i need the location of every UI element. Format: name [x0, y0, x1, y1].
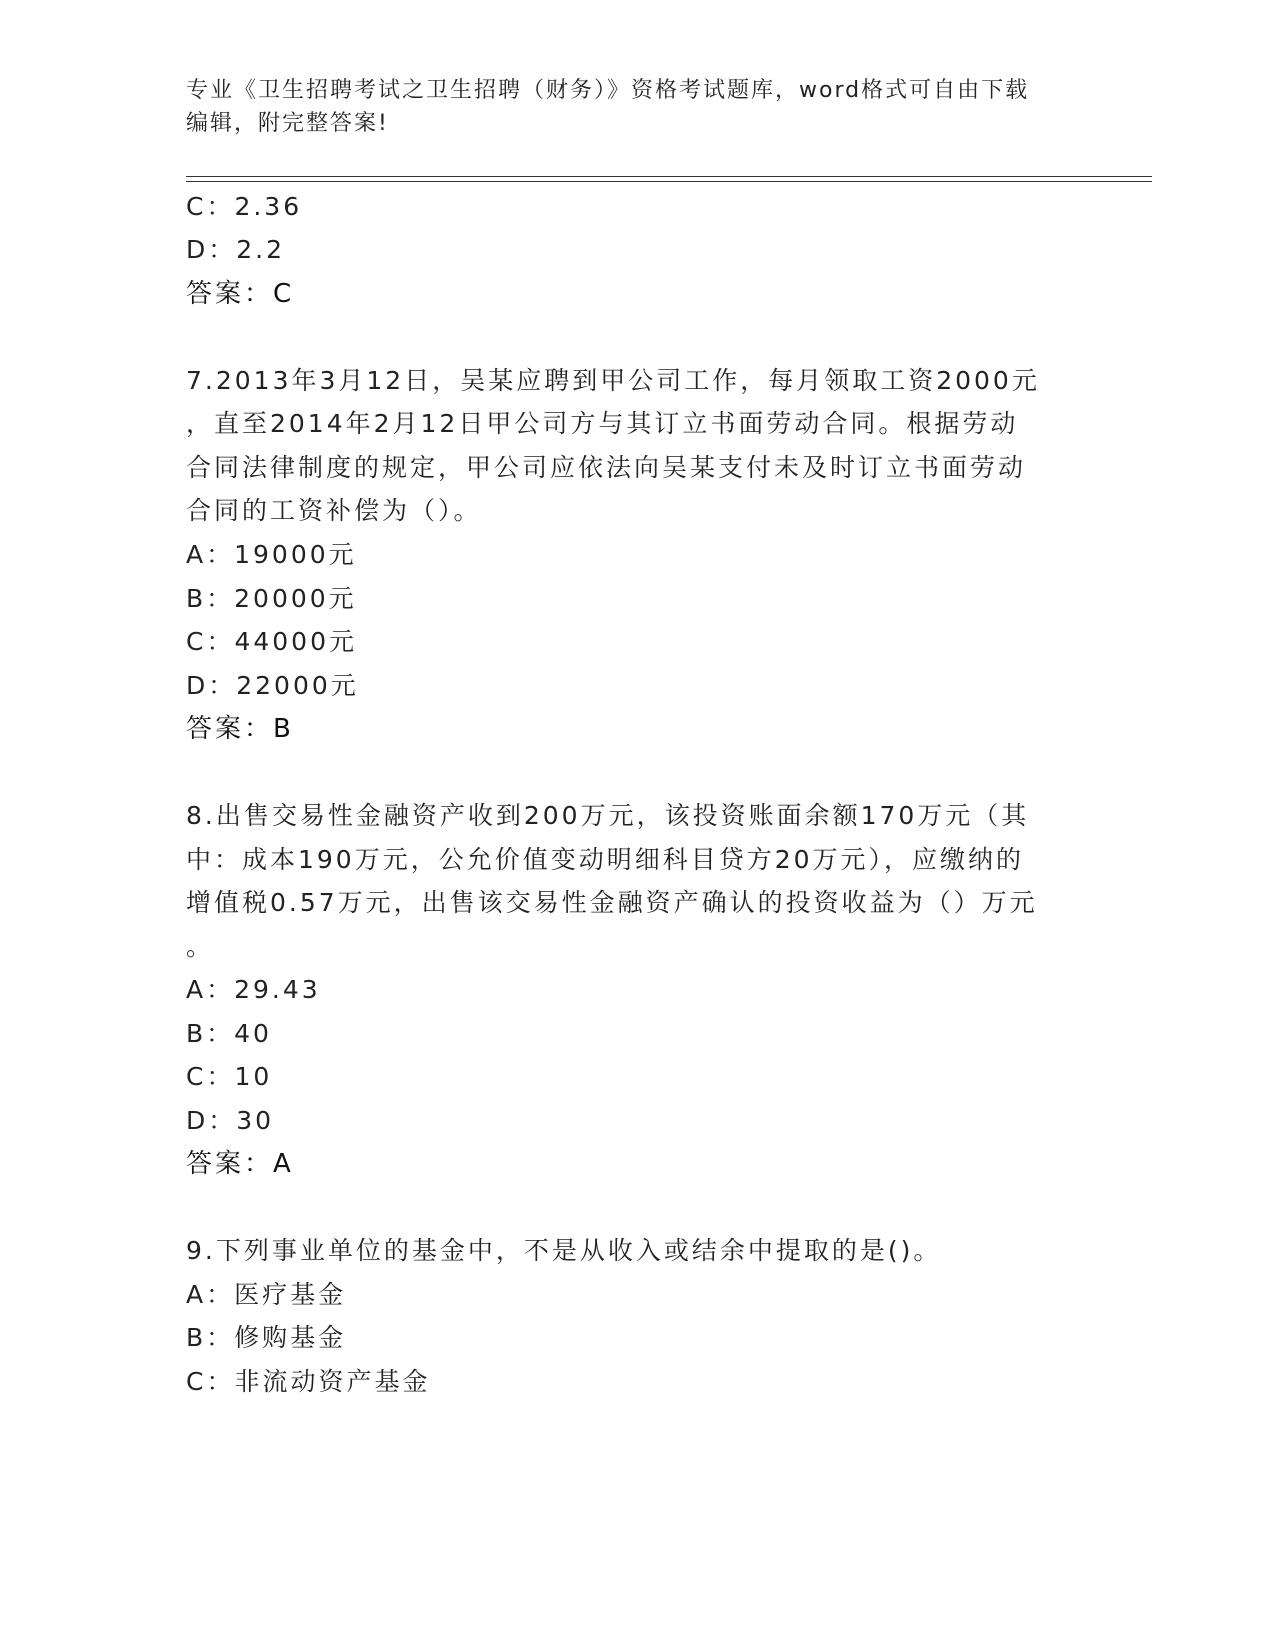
answer-value: A	[273, 1149, 294, 1179]
q8-option-c: C：10	[186, 1062, 273, 1091]
q8-option-a: A：29.43	[186, 975, 321, 1004]
q8-option-d: D：30	[186, 1106, 275, 1135]
q9-option-b: B：修购基金	[186, 1323, 347, 1352]
answer-label: 答案：	[186, 714, 274, 744]
header-divider-top	[186, 176, 1152, 177]
q9-stem-line-1: 9.下列事业单位的基金中，不是从收入或结余中提取的是()。	[186, 1236, 942, 1265]
document-header	[186, 74, 1066, 140]
q8-answer	[186, 1147, 294, 1181]
header-line-1: 专业《卫生招聘考试之卫生招聘（财务）》资格考试题库，word格式可自由下载	[186, 78, 1030, 103]
q8-option-b: B：40	[186, 1019, 272, 1048]
q7-stem-line-1: 7.2013年3月12日，吴某应聘到甲公司工作，每月领取工资2000元	[186, 366, 1040, 395]
answer-value: B	[273, 714, 294, 744]
q9-option-c: C：非流动资产基金	[186, 1367, 431, 1396]
header-line-2: 编辑，附完整答案!	[186, 111, 389, 136]
q7-answer	[186, 712, 294, 746]
q7-option-d: D：22000元	[186, 671, 359, 700]
q7-option-a: A：19000元	[186, 540, 357, 569]
q8-stem-line-1: 8.出售交易性金融资产收到200万元，该投资账面余额170万元（其	[186, 801, 1030, 830]
q7-option-c: C：44000元	[186, 627, 357, 656]
q9-option-a: A：医疗基金	[186, 1280, 347, 1309]
q7-stem-line-2: ，直至2014年2月12日甲公司方与其订立书面劳动合同。根据劳动	[186, 409, 1019, 438]
q8-stem-line-2: 中：成本190万元，公允价值变动明细科目贷方20万元），应缴纳的	[186, 845, 1025, 874]
q7-stem-line-3: 合同法律制度的规定，甲公司应依法向吴某支付未及时订立书面劳动	[186, 453, 1027, 482]
q8-stem-line-3: 增值税0.57万元，出售该交易性金融资产确认的投资收益为（）万元	[186, 888, 1038, 917]
q7-option-b: B：20000元	[186, 584, 357, 613]
q6-option-d: D：2.2	[186, 235, 286, 264]
answer-value: C	[273, 279, 295, 309]
header-divider-bottom	[186, 181, 1152, 182]
q8-stem-line-4: 。	[186, 932, 215, 961]
q6-option-c: C：2.36	[186, 192, 303, 221]
q6-answer	[186, 277, 294, 311]
answer-label: 答案：	[186, 279, 274, 309]
answer-label: 答案：	[186, 1149, 274, 1179]
q7-stem-line-4: 合同的工资补偿为（）。	[186, 496, 482, 525]
